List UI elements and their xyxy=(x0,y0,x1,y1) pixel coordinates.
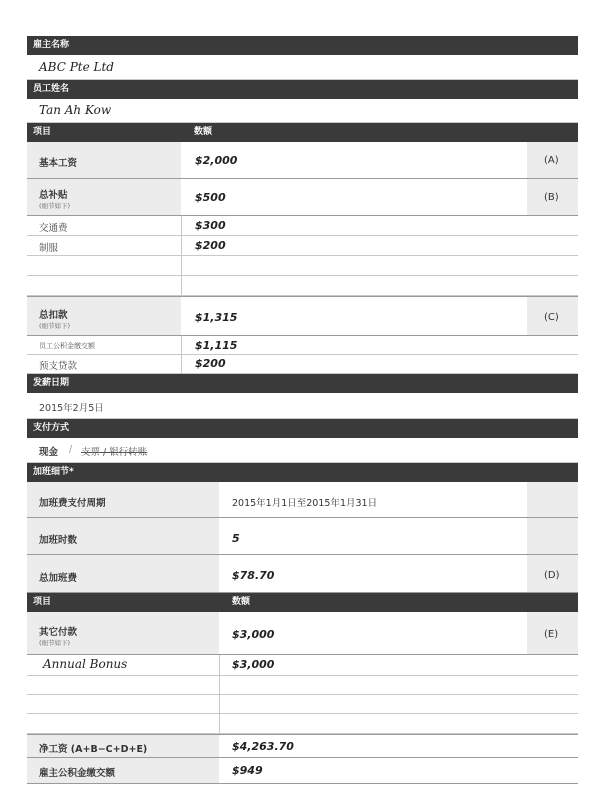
deduction-item-row xyxy=(27,355,578,374)
employee-name: Tan Ah Kow xyxy=(39,103,112,117)
net-pay-row xyxy=(27,734,578,758)
payment-mode-cash: 现金 xyxy=(39,447,59,458)
employer-cpf-label: 雇主公积金缴交额 xyxy=(39,768,116,779)
payment-mode-header xyxy=(27,419,578,438)
tag-a: (A) xyxy=(544,155,559,166)
allowance-item-amount: $200 xyxy=(195,239,226,252)
overtime-total-label: 总加班费 xyxy=(39,573,78,584)
tag-c: (C) xyxy=(544,312,559,323)
overtime-total-value: $78.70 xyxy=(232,569,275,582)
overtime-hours-value: 5 xyxy=(232,532,240,545)
table1-col-item: 项目 xyxy=(33,127,52,137)
overtime-hours-label: 加班时数 xyxy=(39,535,78,546)
tag-e: (E) xyxy=(544,629,559,640)
employer-cpf-amount: $949 xyxy=(232,764,263,777)
deduction-item-label: 员工公积金缴交额 xyxy=(39,342,95,350)
other-pay-sub: (细节如下) xyxy=(39,639,71,647)
employer-name: ABC Pte Ltd xyxy=(39,60,114,74)
allowance-item-label: 制服 xyxy=(39,243,59,254)
pay-date-header-label: 发薪日期 xyxy=(33,378,70,388)
employee-row xyxy=(27,99,578,123)
net-pay-amount: $4,263.70 xyxy=(232,740,294,753)
payment-mode-header-label: 支付方式 xyxy=(33,423,70,433)
blank-row xyxy=(27,714,578,734)
total-deduction-amount: $1,315 xyxy=(195,311,238,324)
payment-mode-row xyxy=(27,438,578,463)
overtime-hours-row xyxy=(27,518,578,555)
table1-header xyxy=(27,123,578,142)
net-pay-label: 净工资 (A+B−C+D+E) xyxy=(39,744,148,755)
overtime-total-row xyxy=(27,555,578,593)
other-pay-row xyxy=(27,612,578,655)
total-deduction-row xyxy=(27,296,578,336)
allowance-item-label: 交通费 xyxy=(39,223,68,234)
blank-row xyxy=(27,276,578,296)
employer-header-label: 雇主名称 xyxy=(33,40,70,50)
pay-date-value: 2015年2月5日 xyxy=(39,403,104,414)
employer-row xyxy=(27,55,578,80)
total-deduction-label: 总扣款 xyxy=(39,310,68,321)
total-allowance-amount: $500 xyxy=(195,191,226,204)
basic-salary-amount: $2,000 xyxy=(195,154,238,167)
tag-d: (D) xyxy=(544,570,560,581)
other-pay-label: 其它付款 xyxy=(39,627,78,638)
employee-header-label: 员工姓名 xyxy=(33,84,70,94)
total-allowance-label: 总补贴 xyxy=(39,190,68,201)
basic-salary-row xyxy=(27,142,578,179)
allowance-item-amount: $300 xyxy=(195,219,226,232)
other-pay-item-row xyxy=(27,655,578,676)
deduction-item-amount: $1,115 xyxy=(195,339,238,352)
employer-cpf-row xyxy=(27,758,578,784)
overtime-period-row xyxy=(27,482,578,518)
other-pay-item-label: Annual Bonus xyxy=(43,657,128,671)
deduction-item-amount: $200 xyxy=(195,357,226,370)
allowance-item-row xyxy=(27,216,578,236)
overtime-header-label: 加班细节* xyxy=(33,467,74,477)
tag-b: (B) xyxy=(544,192,559,203)
table2-header xyxy=(27,593,578,612)
pay-date-row xyxy=(27,393,578,419)
allowance-item-row xyxy=(27,236,578,256)
total-allowance-sub: (细节如下) xyxy=(39,202,71,210)
blank-row xyxy=(27,695,578,714)
total-allowance-row xyxy=(27,179,578,216)
blank-row xyxy=(27,676,578,695)
payment-mode-sep: / xyxy=(69,444,73,455)
table2-divider xyxy=(219,655,220,734)
blank-row xyxy=(27,256,578,276)
total-deduction-sub: (细节如下) xyxy=(39,322,71,330)
deduction-item-label: 预支贷款 xyxy=(39,361,78,372)
basic-salary-label: 基本工资 xyxy=(39,158,78,169)
overtime-period-value: 2015年1月1日至2015年1月31日 xyxy=(232,498,378,509)
other-pay-amount: $3,000 xyxy=(232,628,275,641)
deduction-item-row xyxy=(27,336,578,355)
payment-mode-other: 支票 / 银行转账 xyxy=(81,447,148,458)
table1-divider xyxy=(181,336,182,374)
table2-col-item: 项目 xyxy=(33,597,52,607)
pay-date-header xyxy=(27,374,578,393)
table1-divider xyxy=(181,216,182,296)
table2-col-amount: 数额 xyxy=(232,597,251,607)
other-pay-item-amount: $3,000 xyxy=(232,658,275,671)
overtime-period-label: 加班费支付周期 xyxy=(39,498,106,509)
employee-header xyxy=(27,80,578,99)
table1-col-amount: 数额 xyxy=(194,127,213,137)
overtime-header xyxy=(27,463,578,482)
employer-header xyxy=(27,36,578,55)
